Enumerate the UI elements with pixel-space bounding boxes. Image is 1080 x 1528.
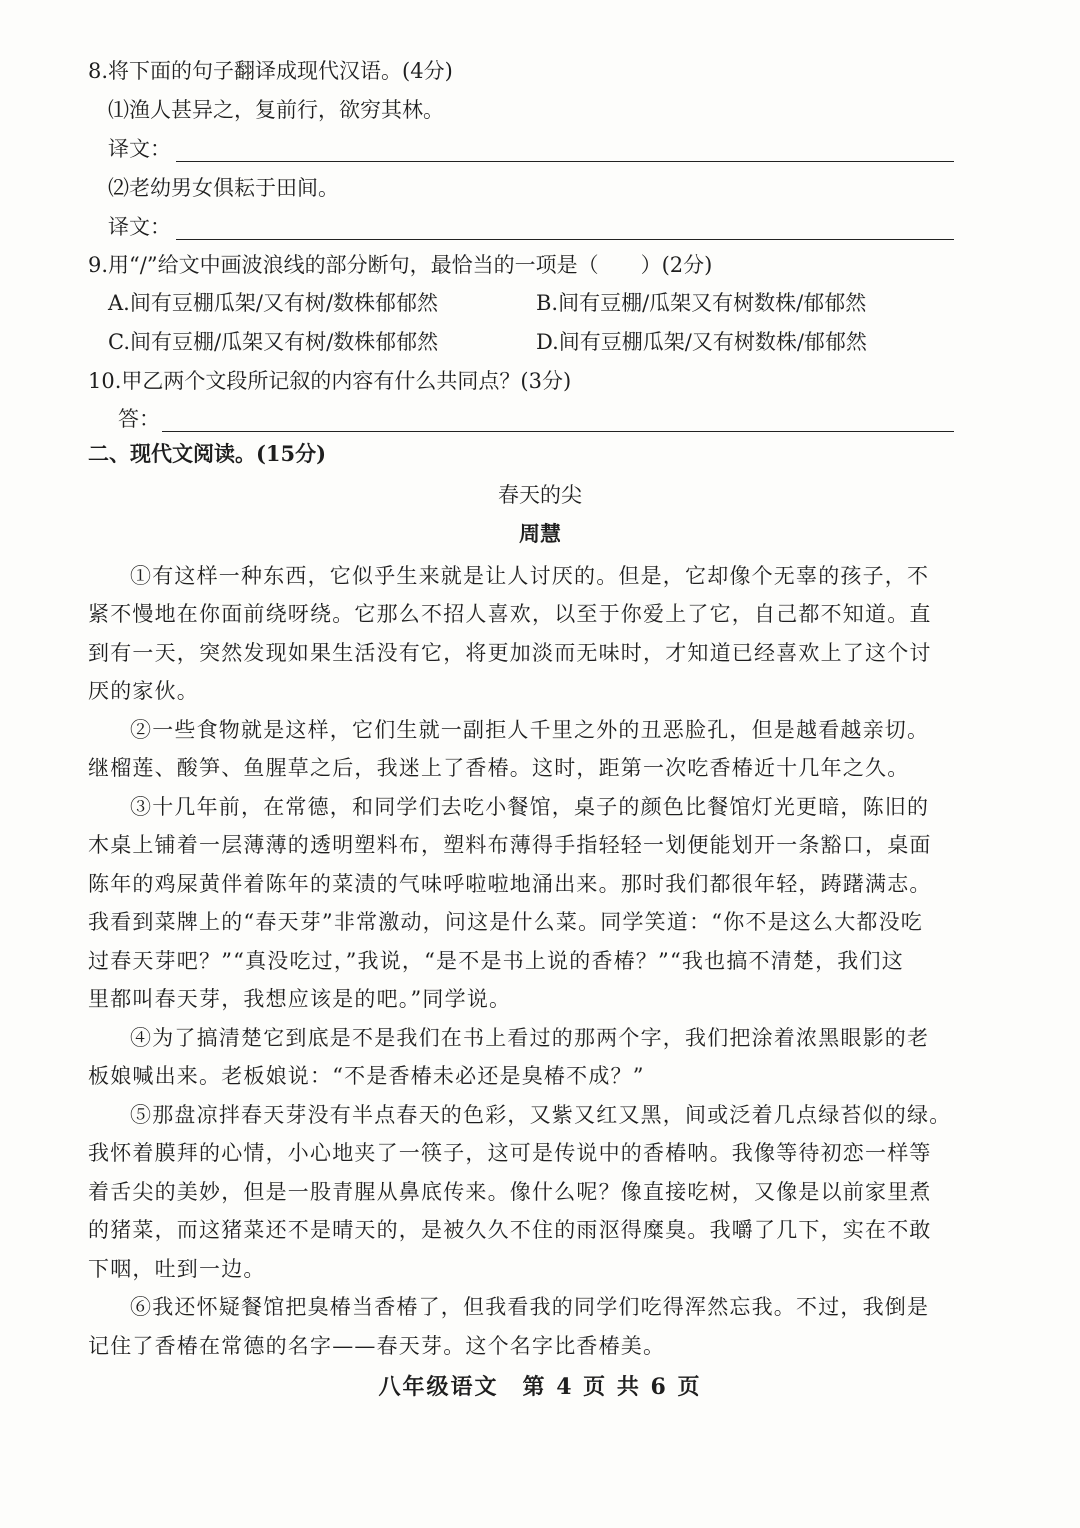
translation-blank-1[interactable]: [176, 161, 954, 162]
paragraph-line: 下咽，吐到一边。: [88, 1257, 266, 1281]
paragraph-line: ②一些食物就是这样，它们生就一副拒人千里之外的丑恶脸孔，但是越看越亲切。: [130, 718, 930, 742]
translation-row-1: [108, 134, 954, 164]
answer-blank[interactable]: [162, 431, 954, 432]
paragraph-line: 过春天芽吧？”“真没吃过，”我说，“是不是书上说的香椿？”“我也搞不清楚，我们这: [88, 949, 904, 973]
option-c[interactable]: C.间有豆棚/瓜架又有树/数株郁郁然: [108, 330, 439, 354]
paragraph-line: 我怀着膜拜的心情，小心地夹了一筷子，这可是传说中的香椿呐。我像等待初恋一样等: [88, 1141, 932, 1165]
paragraph-line: 陈年的鸡屎黄伴着陈年的菜渍的气味呼啦啦地涌出来。那时我们都很年轻，踌躇满志。: [88, 872, 932, 896]
translation-row-2: [108, 212, 954, 242]
section-2-heading: 二、现代文阅读。(15分): [88, 441, 327, 466]
paragraph-line: 厌的家伙。: [88, 679, 199, 703]
paragraph-line: 继榴莲、酸笋、鱼腥草之后，我迷上了香椿。这时，距第一次吃香椿近十几年之久。: [88, 756, 910, 780]
paragraph-line: 我看到菜牌上的“春天芽”非常激动，问这是什么菜。同学笑道：“你不是这么大都没吃: [88, 910, 924, 934]
option-b[interactable]: B.间有豆棚/瓜架又有树数株/郁郁然: [536, 291, 867, 315]
paragraph-line: ⑤那盘凉拌春天芽没有半点春天的色彩，又紫又红又黑，间或泛着几点绿苔似的绿。: [130, 1103, 952, 1127]
paragraph-line: 的猪菜，而这猪菜还不是晴天的，是被久久不住的雨沤得糜臭。我嚼了几下，实在不敢: [88, 1218, 932, 1242]
option-d[interactable]: D.间有豆棚瓜架/又有树数株/郁郁然: [536, 330, 867, 354]
question-9-title: 9.用“/”给文中画波浪线的部分断句，最恰当的一项是（ ）(2分): [88, 253, 713, 277]
translation-blank-2[interactable]: [176, 239, 954, 240]
paragraph-line: 板娘喊出来。老板娘说：“不是香椿未必还是臭椿不成？”: [88, 1064, 645, 1088]
page-footer: 八年级语文 第 4 页 共 6 页: [378, 1374, 702, 1400]
answer-label: 答：: [118, 407, 160, 431]
paragraph-line: 到有一天，突然发现如果生活没有它，将更加淡而无味时，才知道已经喜欢上了这个讨: [88, 641, 932, 665]
question-8-sentence-2: ⑵老幼男女俱耘于田间。: [108, 176, 339, 200]
question-8-title: 8.将下面的句子翻译成现代汉语。(4分): [88, 59, 453, 83]
article-title: 春天的尖: [498, 483, 582, 507]
article-author: 周慧: [519, 521, 561, 546]
paragraph-line: 木桌上铺着一层薄薄的透明塑料布，塑料布薄得手指轻轻一划便能划开一条豁口，桌面: [88, 833, 932, 857]
paragraph-line: ④为了搞清楚它到底是不是我们在书上看过的那两个字，我们把涂着浓黑眼影的老: [130, 1026, 930, 1050]
paragraph-line: 着舌尖的美妙，但是一股青腥从鼻底传来。像什么呢？像直接吃树，又像是以前家里煮: [88, 1180, 932, 1204]
paragraph-line: 里都叫春天芽，我想应该是的吧。”同学说。: [88, 987, 512, 1011]
paragraph-line: 紧不慢地在你面前绕呀绕。它那么不招人喜欢，以至于你爱上了它，自己都不知道。直: [88, 602, 932, 626]
translation-label-1: 译文：: [108, 137, 171, 161]
question-10-title: 10.甲乙两个文段所记叙的内容有什么共同点？(3分): [88, 369, 572, 393]
translation-label-2: 译文：: [108, 215, 171, 239]
option-a[interactable]: A.间有豆棚瓜架/又有树/数株郁郁然: [108, 291, 438, 315]
answer-row: [118, 404, 954, 434]
paragraph-line: ③十几年前，在常德，和同学们去吃小餐馆，桌子的颜色比餐馆灯光更暗，陈旧的: [130, 795, 930, 819]
paragraph-line: ⑥我还怀疑餐馆把臭椿当香椿了，但我看我的同学们吃得浑然忘我。不过，我倒是: [130, 1295, 930, 1319]
question-8-sentence-1: ⑴渔人甚异之，复前行，欲穷其林。: [108, 98, 444, 122]
paragraph-line: 记住了香椿在常德的名字——春天芽。这个名字比香椿美。: [88, 1334, 666, 1358]
paragraph-line: ①有这样一种东西，它似乎生来就是让人讨厌的。但是，它却像个无辜的孩子，不: [130, 564, 930, 588]
